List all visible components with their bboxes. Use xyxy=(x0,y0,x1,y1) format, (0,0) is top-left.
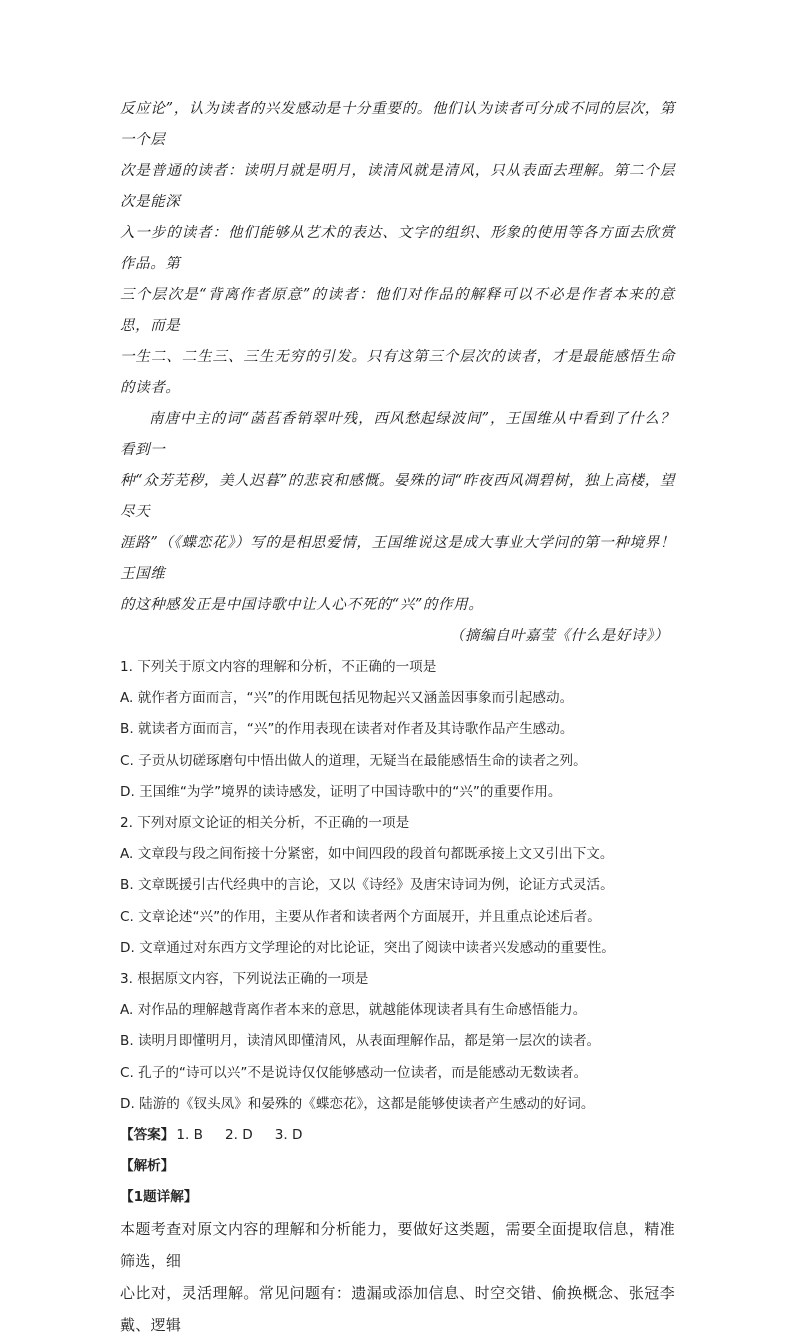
question-option: A. 对作品的理解越背离作者本来的意思，就越能体现读者具有生命感悟能力。 xyxy=(120,1002,587,1019)
answer-label: 【答案】 xyxy=(120,1127,175,1144)
answer-line xyxy=(120,1120,675,1151)
passage-line: 涯路”（《蝶恋花》）写的是相思爱情，王国维说这是成大事业大学问的第一种境界！王国维 xyxy=(120,535,675,582)
passage-line: 种“众芳芜秽，美人迟暮”的悲哀和感慨。晏殊的词“昨夜西风凋碧树，独上高楼，望尽天 xyxy=(120,473,675,520)
question-option: A. 文章段与段之间衔接十分紧密，如中间四段的段首句都既承接上文又引出下文。 xyxy=(120,846,614,863)
question-option: D. 文章通过对东西方文学理论的对比论证，突出了阅读中读者兴发感动的重要性。 xyxy=(120,939,615,956)
reading-passage xyxy=(120,94,675,652)
question-option: B. 文章既援引古代经典中的言论，又以《诗经》及唐宋诗词为例，论证方式灵活。 xyxy=(120,877,614,894)
question-1 xyxy=(120,652,675,808)
question-option: C. 孔子的“诗可以兴”不是说诗仅仅能够感动一位读者，而是能感动无数读者。 xyxy=(120,1064,588,1081)
analysis-label: 【解析】 xyxy=(120,1158,175,1175)
passage-line: 的这种感发正是中国诗歌中让人心不死的“兴”的作用。 xyxy=(120,597,484,613)
passage-line: 三个层次是“背离作者原意”的读者：他们对作品的解释可以不必是作者本来的意思，而是 xyxy=(120,287,675,334)
question-stem: 2. 下列对原文论证的相关分析，不正确的一项是 xyxy=(120,815,410,832)
answer-item: 1. B xyxy=(176,1127,203,1144)
question-option: C. 文章论述“兴”的作用，主要从作者和读者两个方面展开，并且重点论述后者。 xyxy=(120,908,601,925)
question-option: B. 读明月即懂明月，读清风即懂清风，从表面理解作品，都是第一层次的读者。 xyxy=(120,1033,601,1050)
document-page xyxy=(120,94,675,1341)
question-option: D. 陆游的《钗头凤》和晏殊的《蝶恋花》，这都是能够使读者产生感动的好词。 xyxy=(120,1095,595,1112)
detail-line: 心比对，灵活理解。常见问题有：遗漏或添加信息、时空交错、偷换概念、张冠李戴、逻辑 xyxy=(120,1284,675,1335)
question-option: B. 就读者方面而言，“兴”的作用表现在读者对作者及其诗歌作品产生感动。 xyxy=(120,721,574,738)
question-3 xyxy=(120,964,675,1120)
detail-line: 本题考查对原文内容的理解和分析能力，要做好这类题，需要全面提取信息，精准筛选，细 xyxy=(120,1220,675,1271)
detail-text xyxy=(120,1213,675,1341)
question-stem: 1. 下列关于原文内容的理解和分析，不正确的一项是 xyxy=(120,659,437,675)
passage-line: 入一步的读者：他们能够从艺术的表达、文字的组织、形象的使用等各方面去欣赏作品。第 xyxy=(120,225,675,272)
passage-line: 一生二、二生三、三生无穷的引发。只有这第三个层次的读者，才是最能感悟生命的读者。 xyxy=(120,349,675,396)
passage-source: （摘编自叶嘉莹《什么是好诗》） xyxy=(449,628,669,644)
answer-item: 2. D xyxy=(225,1127,253,1144)
passage-line: 南唐中主的词“菡萏香销翠叶残，西风愁起绿波间”，王国维从中看到了什么？看到一 xyxy=(120,411,675,458)
answer-item: 3. D xyxy=(274,1127,303,1144)
question-option: C. 子贡从切磋琢磨句中悟出做人的道理，无疑当在最能感悟生命的读者之列。 xyxy=(120,752,587,769)
question-option: A. 就作者方面而言，“兴”的作用既包括见物起兴又涵盖因事象而引起感动。 xyxy=(120,690,574,707)
question-option: D. 王国维“为学”境界的读诗感发，证明了中国诗歌中的“兴”的重要作用。 xyxy=(120,783,562,800)
question-stem: 3. 根据原文内容，下列说法正确的一项是 xyxy=(120,971,369,988)
question-2 xyxy=(120,808,675,964)
passage-line: 反应论”，认为读者的兴发感动是十分重要的。他们认为读者可分成不同的层次，第一个层 xyxy=(120,101,675,148)
detail-label: 【1题详解】 xyxy=(120,1189,198,1206)
passage-line: 次是普通的读者：读明月就是明月，读清风就是清风，只从表面去理解。第二个层次是能深 xyxy=(120,163,675,210)
